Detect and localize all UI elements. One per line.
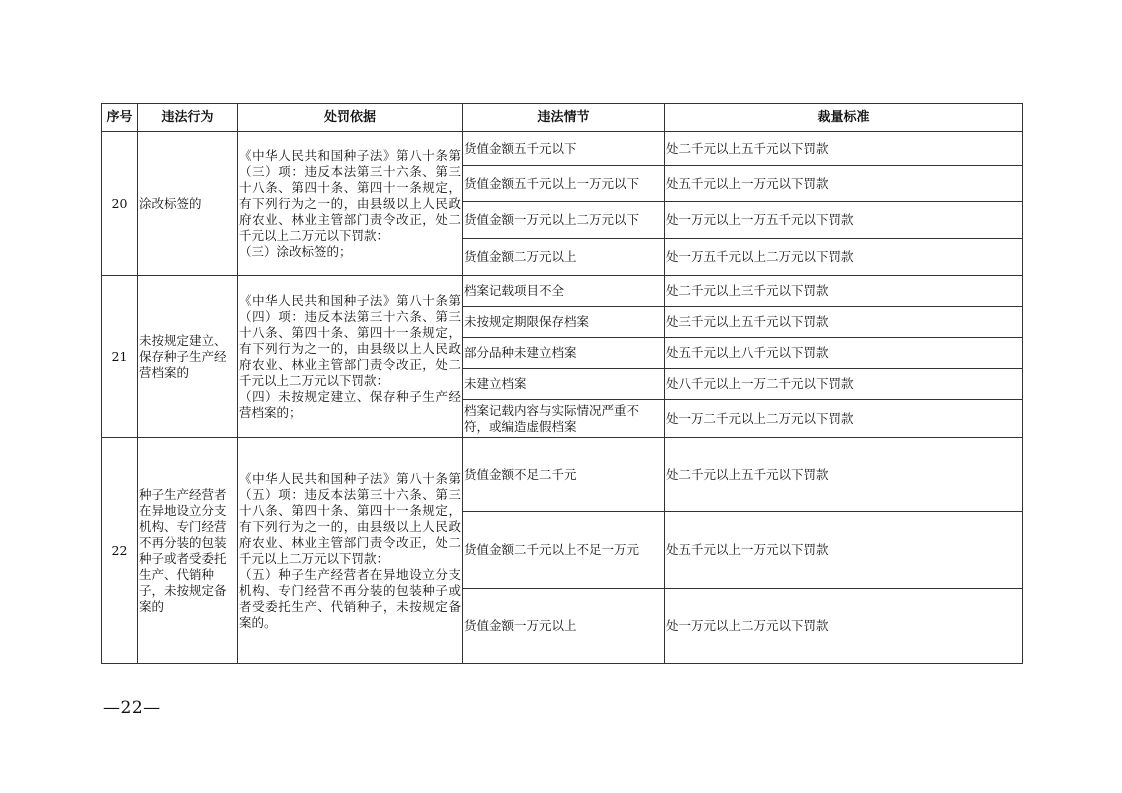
circumstance-cell: 未建立档案 — [463, 369, 665, 400]
standard-cell: 处一万二千元以上二万元以下罚款 — [665, 400, 1023, 438]
circumstance-cell: 未按规定期限保存档案 — [463, 307, 665, 338]
row-serial: 21 — [102, 276, 138, 438]
standard-cell: 处二千元以上五千元以下罚款 — [665, 132, 1023, 166]
circumstance-cell: 档案记载内容与实际情况严重不符，或编造虚假档案 — [463, 400, 665, 438]
violation-act: 种子生产经营者在异地设立分支机构、专门经营不再分装的包装种子或者受委托生产、代销种子，未按规定备案的 — [138, 438, 238, 664]
standard-cell: 处五千元以上八千元以下罚款 — [665, 338, 1023, 369]
violation-act: 未按规定建立、保存种子生产经营档案的 — [138, 276, 238, 438]
penalty-basis — [238, 132, 463, 276]
standard-cell: 处二千元以上五千元以下罚款 — [665, 438, 1023, 512]
circumstance-cell: 货值金额五千元以上一万元以下 — [463, 166, 665, 202]
row-serial: 22 — [102, 438, 138, 664]
table-header-row — [102, 104, 1023, 132]
header-discretion-standard: 裁量标准 — [665, 104, 1023, 132]
circumstance-cell: 档案记载项目不全 — [463, 276, 665, 307]
basis-text: 《中华人民共和国种子法》第八十条第（四）项：违反本法第三十六条、第三十八条、第四十条、第四十一条规定，有下列行为之一的，由县级以上人民政府农业、林业主管部门责令改正，处二千元以上二万元以下罚款： （四）未按规定建立、保存种子生产经营档案的； — [239, 292, 461, 420]
circumstance-cell: 货值金额不足二千元 — [463, 438, 665, 512]
standard-cell: 处三千元以上五千元以下罚款 — [665, 307, 1023, 338]
circumstance-cell: 货值金额五千元以下 — [463, 132, 665, 166]
standard-cell: 处二千元以上三千元以下罚款 — [665, 276, 1023, 307]
table-row — [102, 276, 1023, 307]
standard-cell: 处一万元以上二万元以下罚款 — [665, 589, 1023, 664]
basis-text: 《中华人民共和国种子法》第八十条第（三）项：违反本法第三十六条、第三十八条、第四十条、第四十一条规定，有下列行为之一的，由县级以上人民政府农业、林业主管部门责令改正，处二千元以上二万元以下罚款： （三）涂改标签的； — [239, 147, 461, 259]
circumstance-cell: 货值金额二万元以上 — [463, 239, 665, 276]
header-penalty-basis: 处罚依据 — [238, 104, 463, 132]
circumstance-cell: 货值金额一万元以上二万元以下 — [463, 202, 665, 239]
violation-act: 涂改标签的 — [138, 132, 238, 276]
circumstance-cell: 部分品种未建立档案 — [463, 338, 665, 369]
standard-cell: 处一万元以上一万五千元以下罚款 — [665, 202, 1023, 239]
header-serial: 序号 — [102, 104, 138, 132]
circumstance-cell: 货值金额二千元以上不足一万元 — [463, 512, 665, 589]
standard-cell: 处五千元以上一万元以下罚款 — [665, 512, 1023, 589]
header-violation-act: 违法行为 — [138, 104, 238, 132]
penalty-basis — [238, 438, 463, 664]
basis-text: 《中华人民共和国种子法》第八十条第（五）项：违反本法第三十六条、第三十八条、第四十条、第四十一条规定，有下列行为之一的，由县级以上人民政府农业、林业主管部门责令改正，处二千元以上二万元以下罚款： （五）种子生产经营者在异地设立分支机构、专门经营不再分装的包装种子或者受委托生产、代销种子，未按规定备案的。 — [239, 470, 461, 630]
table-row — [102, 132, 1023, 166]
circumstance-cell: 货值金额一万元以上 — [463, 589, 665, 664]
header-violation-circumstance: 违法情节 — [463, 104, 665, 132]
penalty-standard-table — [101, 103, 1023, 664]
standard-cell: 处八千元以上一万二千元以下罚款 — [665, 369, 1023, 400]
standard-cell: 处五千元以上一万元以下罚款 — [665, 166, 1023, 202]
page-number: —22— — [103, 698, 161, 718]
standard-cell: 处一万五千元以上二万元以下罚款 — [665, 239, 1023, 276]
penalty-basis — [238, 276, 463, 438]
row-serial: 20 — [102, 132, 138, 276]
table-row — [102, 438, 1023, 512]
